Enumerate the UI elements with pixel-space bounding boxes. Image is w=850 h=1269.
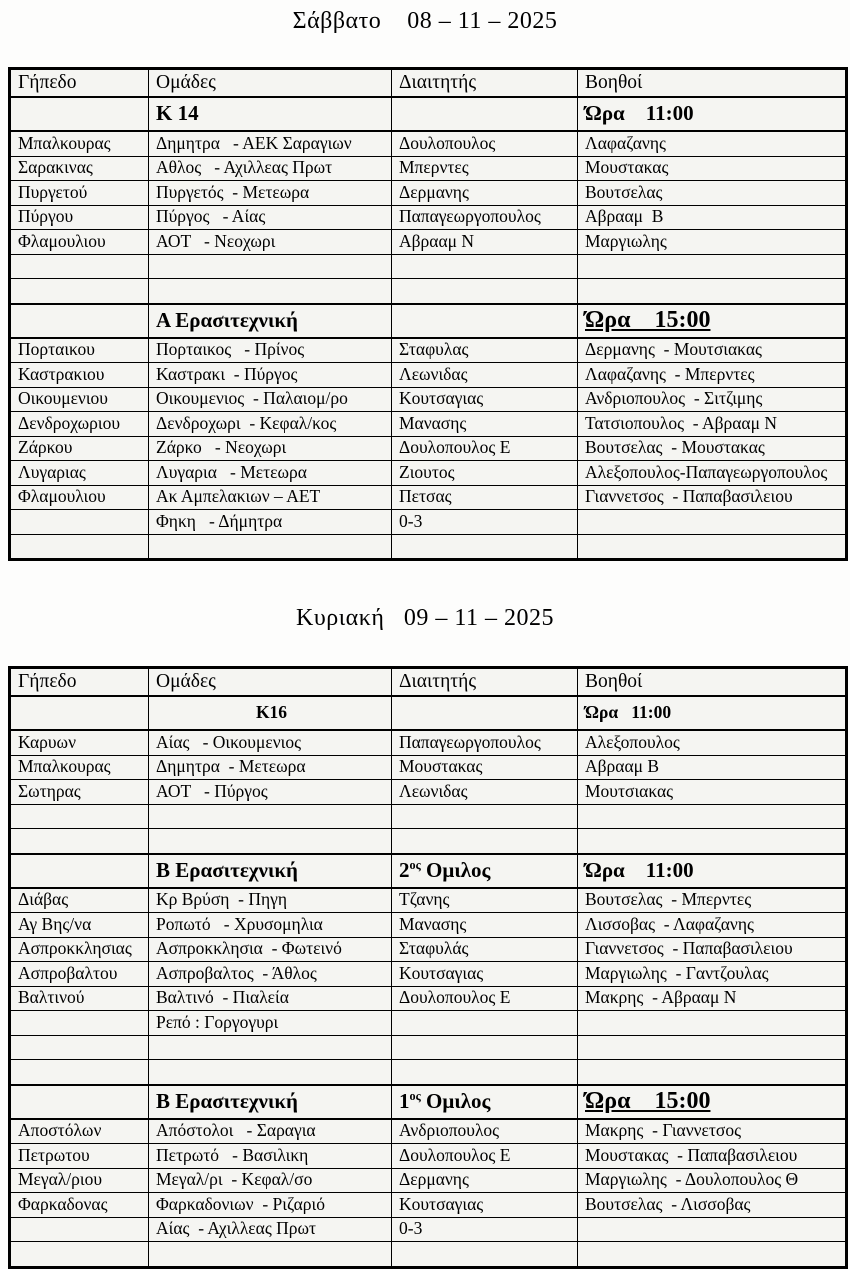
cell-referee: Σταφυλάς — [392, 937, 578, 962]
data-row — [10, 181, 847, 206]
cell-venue: Βαλτινού — [10, 986, 149, 1011]
column-header-venue: Γήπεδο — [10, 668, 149, 697]
section-cell-assistants: Ώρα 15:00 — [578, 1085, 847, 1119]
data-row — [10, 1119, 847, 1144]
cell-assistants — [578, 534, 847, 560]
section-cell-referee — [392, 304, 578, 338]
data-row — [10, 986, 847, 1011]
empty-row — [10, 534, 847, 560]
cell-referee: Σταφυλας — [392, 338, 578, 363]
cell-assistants — [578, 1217, 847, 1242]
cell-assistants: Ανδριοπουλος - Σιτζιμης — [578, 387, 847, 412]
section-row — [10, 696, 847, 730]
cell-teams: ΑΟΤ - Νεοχωρι — [149, 230, 392, 255]
section-row — [10, 854, 847, 888]
cell-venue: Μπαλκουρας — [10, 755, 149, 780]
data-row — [10, 338, 847, 363]
cell-assistants — [578, 1035, 847, 1060]
cell-referee: Ανδριοπουλος — [392, 1119, 578, 1144]
cell-assistants: Βουτσελας - Λισσοβας — [578, 1193, 847, 1218]
section-cell-assistants: Ώρα 15:00 — [578, 304, 847, 338]
cell-assistants — [578, 279, 847, 304]
cell-assistants: Γιαννετσος - Παπαβασιλειου — [578, 937, 847, 962]
section-cell-referee: $1^{o\varsigma}$ Ομιλος — [392, 1085, 578, 1119]
cell-teams: Καστρακι - Πύργος — [149, 363, 392, 388]
data-row — [10, 730, 847, 755]
cell-teams — [149, 1035, 392, 1060]
cell-referee: Λεωνιδας — [392, 780, 578, 805]
cell-venue — [10, 534, 149, 560]
cell-teams — [149, 534, 392, 560]
column-header-venue: Γήπεδο — [10, 69, 149, 98]
cell-teams — [149, 804, 392, 829]
cell-assistants: Μαργιωλης - Δουλοπουλος Θ — [578, 1168, 847, 1193]
sunday-title: Κυριακή 09 – 11 – 2025 — [296, 605, 554, 631]
cell-venue: Ασπροβαλτου — [10, 962, 149, 987]
data-row — [10, 888, 847, 913]
cell-venue: Δενδροχωριου — [10, 412, 149, 437]
column-header-assistants: Βοηθοί — [578, 668, 847, 697]
cell-assistants — [578, 1060, 847, 1085]
cell-venue: Αγ Βης/να — [10, 913, 149, 938]
cell-venue: Πύργου — [10, 205, 149, 230]
cell-referee — [392, 1011, 578, 1036]
section-cell-teams: Β Ερασιτεχνική — [149, 1085, 392, 1119]
cell-venue: Φαρκαδονας — [10, 1193, 149, 1218]
data-row — [10, 780, 847, 805]
cell-referee: Πετσας — [392, 485, 578, 510]
cell-assistants: Βουτσελας - Μουστακας — [578, 436, 847, 461]
cell-venue: Φλαμουλιου — [10, 230, 149, 255]
cell-teams: Δημητρα - ΑΕΚ Σαραγιων — [149, 131, 392, 156]
cell-venue: Οικουμενιου — [10, 387, 149, 412]
cell-venue: Πετρωτου — [10, 1144, 149, 1169]
cell-venue: Ζάρκου — [10, 436, 149, 461]
empty-row — [10, 279, 847, 304]
section-row — [10, 97, 847, 131]
cell-venue: Σαρακινας — [10, 156, 149, 181]
cell-teams: Απόστολοι - Σαραγια — [149, 1119, 392, 1144]
data-row — [10, 755, 847, 780]
cell-referee: Παπαγεωργοπουλος — [392, 730, 578, 755]
data-row — [10, 131, 847, 156]
empty-row — [10, 1060, 847, 1085]
header-row — [10, 69, 847, 98]
cell-teams: Μεγαλ/ρι - Κεφαλ/σο — [149, 1168, 392, 1193]
data-row — [10, 485, 847, 510]
cell-venue — [10, 804, 149, 829]
column-header-referee: Διαιτητής — [392, 69, 578, 98]
cell-assistants: Αβρααμ Β — [578, 755, 847, 780]
section-cell-referee — [392, 97, 578, 131]
cell-teams: Βαλτινό - Πιαλεία — [149, 986, 392, 1011]
cell-assistants: Μακρης - Γιαννετσος — [578, 1119, 847, 1144]
section-row — [10, 304, 847, 338]
section-cell-assistants: Ώρα 11:00 — [578, 854, 847, 888]
cell-venue: Πορταικου — [10, 338, 149, 363]
cell-assistants: Μαργιωλης — [578, 230, 847, 255]
column-header-referee: Διαιτητής — [392, 668, 578, 697]
cell-referee: Δερμανης — [392, 181, 578, 206]
cell-teams: Αίας - Αχιλλεας Πρωτ — [149, 1217, 392, 1242]
cell-teams: Πετρωτό - Βασιλικη — [149, 1144, 392, 1169]
empty-row — [10, 1242, 847, 1268]
cell-assistants: Αλεξοπουλος-Παπαγεωργοπουλος — [578, 461, 847, 486]
section-cell-venue — [10, 304, 149, 338]
data-row — [10, 1144, 847, 1169]
data-row — [10, 412, 847, 437]
cell-teams: Φηκη - Δήμητρα — [149, 510, 392, 535]
cell-teams: Ακ Αμπελακιων – ΑΕΤ — [149, 485, 392, 510]
cell-referee: Μουστακας — [392, 755, 578, 780]
data-row — [10, 363, 847, 388]
cell-teams: Ασπροβαλτος - Άθλος — [149, 962, 392, 987]
cell-teams: Ρεπό : Γοργογυρι — [149, 1011, 392, 1036]
cell-referee — [392, 1060, 578, 1085]
cell-assistants: Λαφαζανης — [578, 131, 847, 156]
section-cell-teams: Β Ερασιτεχνική — [149, 854, 392, 888]
cell-assistants: Γιαννετσος - Παπαβασιλειου — [578, 485, 847, 510]
empty-row — [10, 1035, 847, 1060]
cell-teams — [149, 829, 392, 854]
cell-assistants: Αβρααμ Β — [578, 205, 847, 230]
cell-teams — [149, 279, 392, 304]
cell-venue: Αποστόλων — [10, 1119, 149, 1144]
data-row — [10, 937, 847, 962]
cell-venue: Διάβας — [10, 888, 149, 913]
cell-venue — [10, 279, 149, 304]
cell-assistants — [578, 804, 847, 829]
cell-venue: Καρυων — [10, 730, 149, 755]
cell-referee: Δουλοπουλος — [392, 131, 578, 156]
cell-referee: Κουτσαγιας — [392, 1193, 578, 1218]
cell-assistants — [578, 254, 847, 279]
cell-assistants: Αλεξοπουλος — [578, 730, 847, 755]
cell-venue — [10, 510, 149, 535]
cell-referee: Μανασης — [392, 913, 578, 938]
section-cell-teams: K 14 — [149, 97, 392, 131]
cell-venue: Ασπροκκλησιας — [10, 937, 149, 962]
cell-assistants: Τατσιοπουλος - Αβρααμ Ν — [578, 412, 847, 437]
cell-assistants — [578, 510, 847, 535]
cell-referee: Κουτσαγιας — [392, 962, 578, 987]
empty-row — [10, 254, 847, 279]
cell-referee: Ζιουτος — [392, 461, 578, 486]
cell-teams: Πυργετός - Μετεωρα — [149, 181, 392, 206]
cell-referee: Δουλοπουλος Ε — [392, 1144, 578, 1169]
cell-teams: Φαρκαδονιων - Ριζαριό — [149, 1193, 392, 1218]
cell-referee — [392, 1242, 578, 1268]
data-row — [10, 230, 847, 255]
data-row — [10, 387, 847, 412]
section-row — [10, 1085, 847, 1119]
cell-assistants: Δερμανης - Μουτσιακας — [578, 338, 847, 363]
cell-teams: Ζάρκο - Νεοχωρι — [149, 436, 392, 461]
column-header-teams: Ομάδες — [149, 668, 392, 697]
cell-assistants: Λισσοβας - Λαφαζανης — [578, 913, 847, 938]
cell-venue — [10, 829, 149, 854]
cell-referee: Μανασης — [392, 412, 578, 437]
cell-referee — [392, 1035, 578, 1060]
section-cell-teams: K16 — [149, 696, 392, 730]
data-row — [10, 436, 847, 461]
column-header-teams: Ομάδες — [149, 69, 392, 98]
section-cell-referee: $2^{o\varsigma}$ Ομιλος — [392, 854, 578, 888]
cell-referee: Παπαγεωργοπουλος — [392, 205, 578, 230]
cell-teams — [149, 1242, 392, 1268]
cell-assistants: Βουτσελας - Μπερντες — [578, 888, 847, 913]
cell-teams: Αίας - Οικουμενιος — [149, 730, 392, 755]
data-row — [10, 205, 847, 230]
cell-teams — [149, 1060, 392, 1085]
cell-teams: Ροπωτό - Χρυσομηλια — [149, 913, 392, 938]
cell-referee: 0-3 — [392, 510, 578, 535]
cell-venue: Λυγαριας — [10, 461, 149, 486]
cell-referee: Δουλοπουλος Ε — [392, 986, 578, 1011]
cell-teams: Αθλος - Αχιλλεας Πρωτ — [149, 156, 392, 181]
saturday-schedule-table — [8, 67, 848, 561]
section-cell-teams: Α Ερασιτεχνική — [149, 304, 392, 338]
cell-referee — [392, 534, 578, 560]
data-row — [10, 510, 847, 535]
cell-referee: Μπερντες — [392, 156, 578, 181]
cell-referee: Δερμανης — [392, 1168, 578, 1193]
data-row — [10, 156, 847, 181]
cell-teams: Δημητρα - Μετεωρα — [149, 755, 392, 780]
cell-assistants: Λαφαζανης - Μπερντες — [578, 363, 847, 388]
cell-venue — [10, 1242, 149, 1268]
section-cell-venue — [10, 854, 149, 888]
section-cell-assistants: Ώρα 11:00 — [578, 97, 847, 131]
data-row — [10, 1193, 847, 1218]
cell-teams: Λυγαρια - Μετεωρα — [149, 461, 392, 486]
empty-row — [10, 829, 847, 854]
section-cell-referee — [392, 696, 578, 730]
cell-referee: Δουλοπουλος Ε — [392, 436, 578, 461]
cell-teams: Ασπροκκλησια - Φωτεινό — [149, 937, 392, 962]
cell-assistants — [578, 1011, 847, 1036]
cell-assistants — [578, 1242, 847, 1268]
cell-venue: Μεγαλ/ριου — [10, 1168, 149, 1193]
cell-assistants: Μουτσιακας — [578, 780, 847, 805]
cell-teams: Κρ Βρύση - Πηγη — [149, 888, 392, 913]
cell-referee — [392, 804, 578, 829]
sunday-schedule-table — [8, 666, 848, 1269]
cell-referee: Τζανης — [392, 888, 578, 913]
data-row — [10, 1217, 847, 1242]
cell-teams: ΑΟΤ - Πύργος — [149, 780, 392, 805]
cell-venue — [10, 1035, 149, 1060]
cell-assistants: Βουτσελας — [578, 181, 847, 206]
data-row — [10, 461, 847, 486]
section-cell-venue — [10, 696, 149, 730]
cell-venue: Φλαμουλιου — [10, 485, 149, 510]
cell-referee — [392, 254, 578, 279]
cell-assistants: Μακρης - Αβρααμ Ν — [578, 986, 847, 1011]
cell-venue — [10, 254, 149, 279]
cell-venue: Καστρακιου — [10, 363, 149, 388]
cell-assistants: Μαργιωλης - Γαντζουλας — [578, 962, 847, 987]
cell-venue: Πυργετού — [10, 181, 149, 206]
empty-row — [10, 804, 847, 829]
column-header-assistants: Βοηθοί — [578, 69, 847, 98]
data-row — [10, 913, 847, 938]
cell-assistants: Μουστακας - Παπαβασιλειου — [578, 1144, 847, 1169]
section-cell-venue — [10, 97, 149, 131]
cell-teams — [149, 254, 392, 279]
cell-venue: Σωτηρας — [10, 780, 149, 805]
cell-teams: Οικουμενιος - Παλαιομ/ρο — [149, 387, 392, 412]
cell-assistants — [578, 829, 847, 854]
cell-referee: Λεωνιδας — [392, 363, 578, 388]
cell-referee — [392, 279, 578, 304]
cell-assistants: Μουστακας — [578, 156, 847, 181]
saturday-title: Σάββατο 08 – 11 – 2025 — [292, 8, 558, 34]
data-row — [10, 1168, 847, 1193]
header-row — [10, 668, 847, 697]
cell-venue: Μπαλκουρας — [10, 131, 149, 156]
cell-teams: Πορταικος - Πρίνος — [149, 338, 392, 363]
cell-venue — [10, 1011, 149, 1036]
cell-referee — [392, 829, 578, 854]
cell-referee: Κουτσαγιας — [392, 387, 578, 412]
cell-referee: 0-3 — [392, 1217, 578, 1242]
cell-venue — [10, 1060, 149, 1085]
section-cell-venue — [10, 1085, 149, 1119]
cell-referee: Αβρααμ Ν — [392, 230, 578, 255]
data-row — [10, 962, 847, 987]
cell-teams: Πύργος - Αίας — [149, 205, 392, 230]
cell-teams: Δενδροχωρι - Κεφαλ/κος — [149, 412, 392, 437]
cell-venue — [10, 1217, 149, 1242]
data-row — [10, 1011, 847, 1036]
section-cell-assistants: Ώρα 11:00 — [578, 696, 847, 730]
